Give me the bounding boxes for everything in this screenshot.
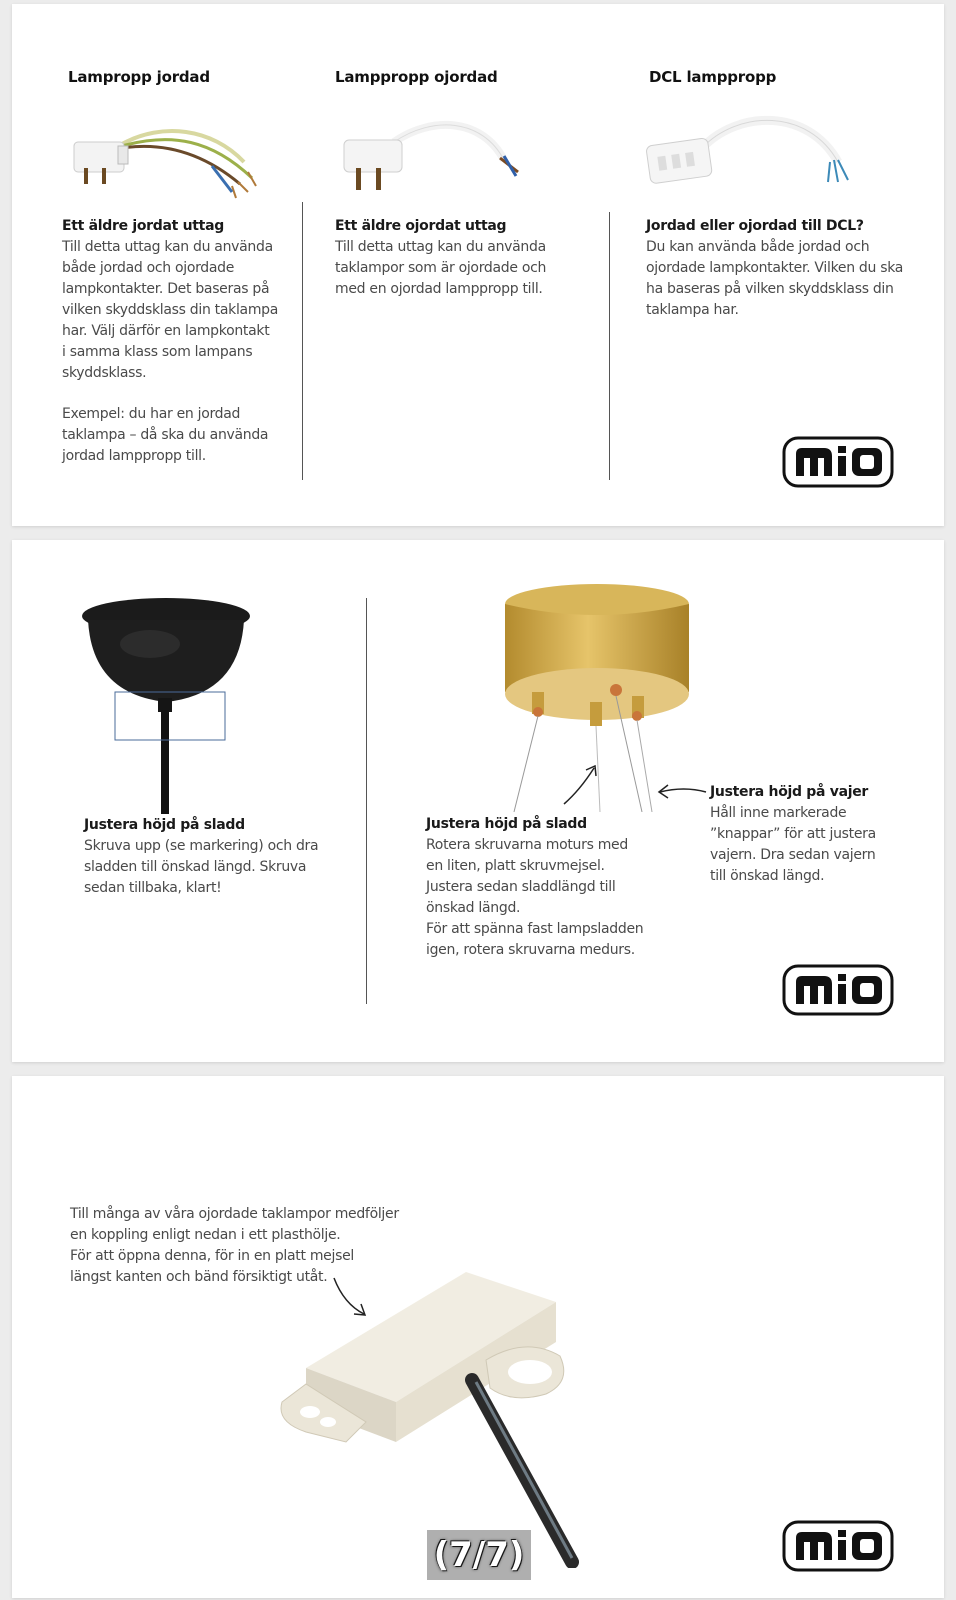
wire-adjust-description bbox=[710, 782, 876, 887]
image-counter-label: (7/7) bbox=[433, 1535, 525, 1575]
dcl-body: Du kan använda både jordad och ojordade lampkontakter. Vilken du ska ha baseras på vilken skyddsklass din taklampa har. bbox=[646, 239, 904, 318]
ungrounded-plug-image bbox=[332, 116, 532, 202]
wire-adjust-subhead: Justera höjd på vajer bbox=[710, 784, 869, 800]
info-card-plugs bbox=[12, 4, 944, 526]
column-divider bbox=[366, 598, 367, 1004]
ungrounded-subhead: Ett äldre ojordat uttag bbox=[335, 218, 507, 234]
column-divider bbox=[302, 202, 303, 480]
info-card-connector-box bbox=[12, 1076, 944, 1598]
grounded-body: Till detta uttag kan du använda både jordad och ojordade lampkontakter. Det baseras på vilken skyddsklass din taklampa har. Välj därför en lampkontakt i samma klass som lampans skyddsklass. bbox=[62, 239, 279, 381]
ungrounded-body: Till detta uttag kan du använda taklampor som är ojordade och med en ojordad lamppropp till. bbox=[335, 239, 547, 297]
mio-logo-icon bbox=[782, 964, 894, 1016]
mio-logo-icon bbox=[782, 1520, 894, 1572]
connector-box-body: Till många av våra ojordade taklampor medföljer en koppling enligt nedan i ett plasthölje. För att öppna denna, för in en platt mejsel längst kanten och bänd försiktigt utåt. bbox=[70, 1206, 399, 1285]
heading-lamppropp-ojordad: Lamppropp ojordad bbox=[335, 68, 498, 86]
grounded-plug-image bbox=[62, 122, 272, 202]
screw-adjust-description bbox=[426, 814, 643, 961]
cable-adjust-body: Skruva upp (se markering) och dra sladden till önskad längd. Skruva sedan tillbaka, klart! bbox=[84, 838, 319, 896]
arrow-left-icon bbox=[656, 780, 708, 802]
screw-adjust-body: Rotera skruvarna moturs med en liten, platt skruvmejsel. Justera sedan sladdlängd till önskad längd. För att spänna fast lampsladden igen, rotera skruvarna medurs. bbox=[426, 837, 644, 958]
dcl-description bbox=[646, 216, 903, 321]
screw-adjust-subhead: Justera höjd på sladd bbox=[426, 816, 587, 832]
ungrounded-description bbox=[335, 216, 546, 300]
grounded-subhead: Ett äldre jordat uttag bbox=[62, 218, 224, 234]
heading-lampropp-jordad: Lampropp jordad bbox=[68, 68, 210, 86]
cable-adjust-description bbox=[84, 815, 318, 899]
grounded-description bbox=[62, 216, 278, 467]
mio-logo-icon bbox=[782, 436, 894, 488]
info-card-height-adjust bbox=[12, 540, 944, 1062]
grounded-example: Exempel: du har en jordad taklampa – då ska du använda jordad lamppropp till. bbox=[62, 406, 269, 464]
dcl-subhead: Jordad eller ojordad till DCL? bbox=[646, 218, 864, 234]
dcl-plug-image bbox=[638, 114, 858, 200]
cable-adjust-subhead: Justera höjd på sladd bbox=[84, 817, 245, 833]
arrow-up-icon bbox=[560, 762, 602, 808]
column-divider bbox=[609, 212, 610, 480]
heading-dcl-lamppropp: DCL lamppropp bbox=[649, 68, 777, 86]
black-ceiling-cup-image bbox=[78, 594, 254, 814]
connector-box-image bbox=[276, 1272, 596, 1568]
wire-adjust-body: Håll inne markerade ”knappar” för att justera vajern. Dra sedan vajern till önskad längd. bbox=[710, 805, 876, 884]
image-counter-badge bbox=[427, 1530, 531, 1580]
